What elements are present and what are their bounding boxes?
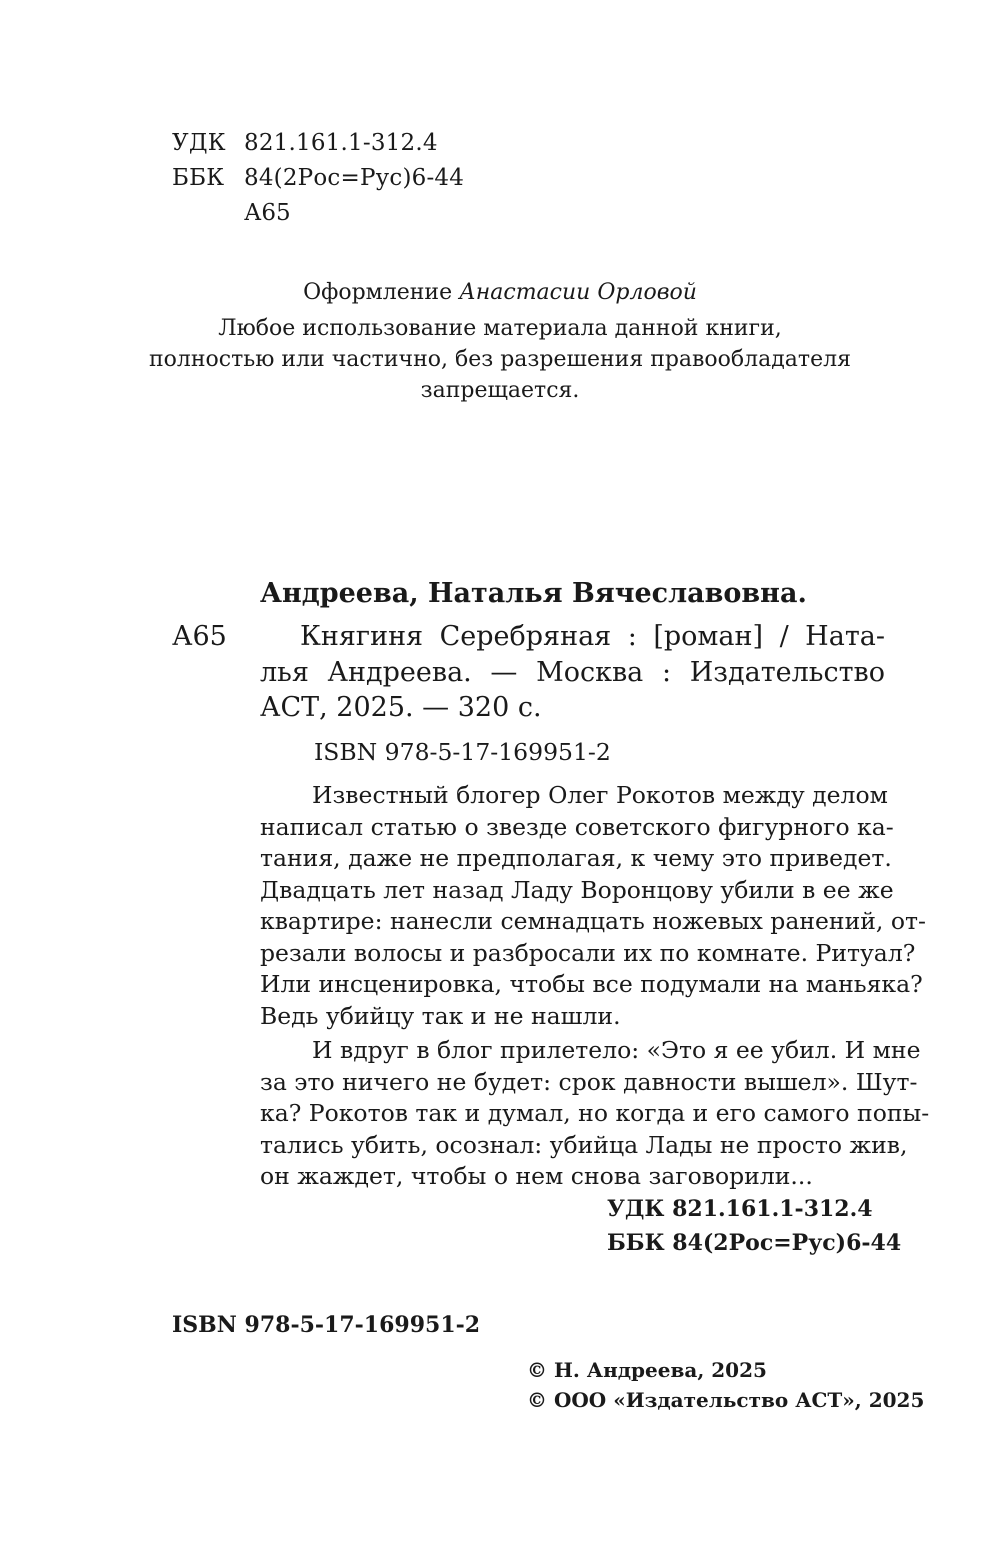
bbk-label: ББК xyxy=(172,165,225,191)
designer-name: Анастасии Орловой xyxy=(459,280,697,305)
annotation-p1-line-3: тания, даже не предполагая, к чему это приведет. xyxy=(260,844,892,872)
udk-value: 821.161.1-312.4 xyxy=(244,130,438,156)
udk-label: УДК xyxy=(172,130,226,156)
annotation-p2-line-2: за это ничего не будет: срок давности вышел». Шут- xyxy=(260,1068,918,1096)
title-line-3: АСТ, 2025. — 320 с. xyxy=(260,692,542,723)
copyright-publisher: © ООО «Издательство АСТ», 2025 xyxy=(527,1388,925,1412)
annotation-p1-line-1: Известный блогер Олег Рокотов между делом xyxy=(312,781,888,809)
bbk-header-line xyxy=(172,165,464,191)
record-isbn: ISBN 978-5-17-169951-2 xyxy=(314,738,611,766)
title-line-2: лья Андреева. — Москва : Издательство xyxy=(260,657,885,688)
udk-header-line xyxy=(172,130,438,156)
annotation-p2-line-4: тались убить, осознал: убийца Лады не просто жив, xyxy=(260,1131,908,1159)
copyright-notice-line-3: запрещается. xyxy=(420,378,580,403)
bbk-value: 84(2Рос=Рус)6-44 xyxy=(244,165,465,191)
annotation-p2-line-3: ка? Рокотов так и думал, но когда и его самого попы- xyxy=(260,1099,930,1127)
annotation-p2-line-1: И вдруг в блог прилетело: «Это я ее убил. И мне xyxy=(312,1036,921,1064)
copyright-notice-line-1: Любое использование материала данной книги, xyxy=(218,316,782,341)
design-prefix: Оформление xyxy=(303,280,453,305)
annotation-p1-line-2: написал статью о звезде советского фигурного ка- xyxy=(260,813,894,841)
design-credit xyxy=(0,280,1000,305)
author-mark-header: А65 xyxy=(244,200,291,226)
classification-udk: УДК 821.161.1-312.4 xyxy=(607,1196,873,1222)
copyright-notice-line-2: полностью или частично, без разрешения правообладателя xyxy=(149,347,851,372)
title-line-1: Княгиня Серебряная : [роман] / Ната- xyxy=(300,621,885,652)
author-heading: Андреева, Наталья Вячеславовна. xyxy=(260,578,807,609)
classification-bbk: ББК 84(2Рос=Рус)6-44 xyxy=(607,1230,902,1256)
annotation-p2-line-5: он жаждет, чтобы о нем снова заговорили... xyxy=(260,1162,813,1190)
annotation-p1-line-4: Двадцать лет назад Ладу Воронцову убили в ее же xyxy=(260,876,894,904)
copyright-author: © Н. Андреева, 2025 xyxy=(527,1358,767,1382)
annotation-p1-line-8: Ведь убийцу так и не нашли. xyxy=(260,1002,621,1030)
annotation-p1-line-5: квартире: нанесли семнадцать ножевых ранений, от- xyxy=(260,907,926,935)
annotation-p1-line-7: Или инсценировка, чтобы все подумали на маньяка? xyxy=(260,970,923,998)
footer-isbn: ISBN 978-5-17-169951-2 xyxy=(172,1312,481,1338)
annotation-p1-line-6: резали волосы и разбросали их по комнате. Ритуал? xyxy=(260,939,916,967)
author-mark: А65 xyxy=(172,621,227,652)
